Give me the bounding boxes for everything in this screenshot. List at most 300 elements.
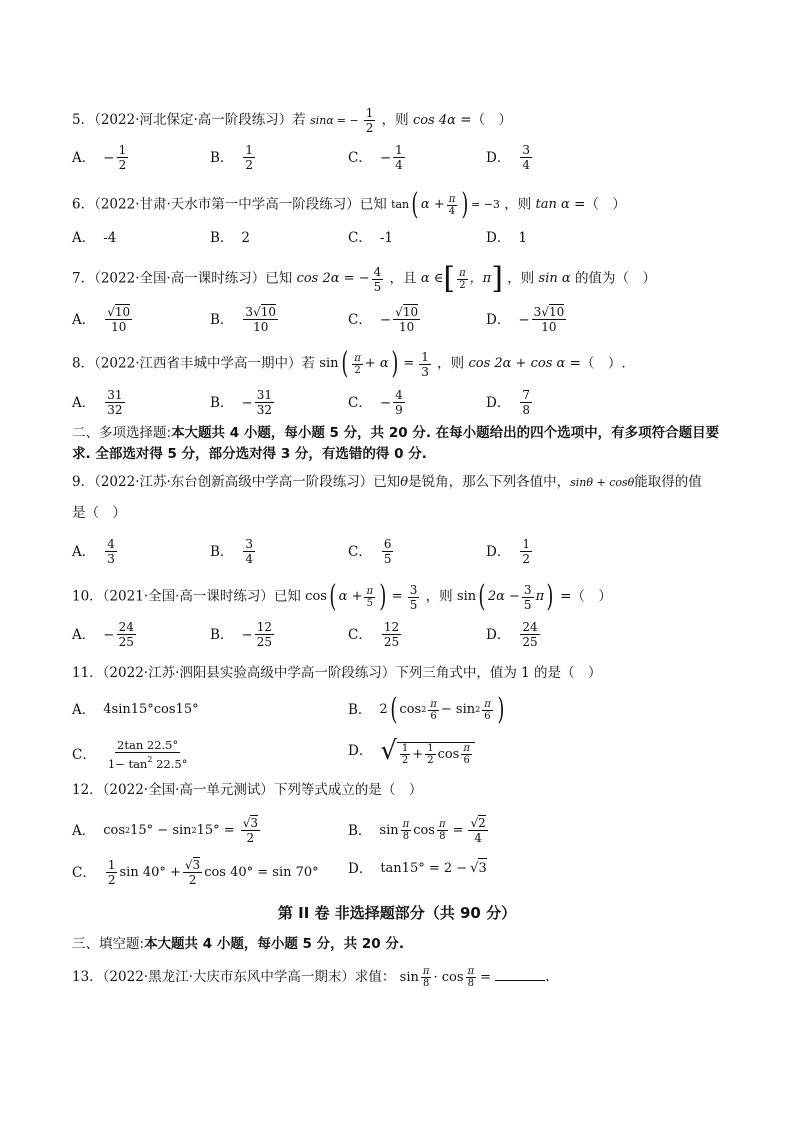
option-label: A． (72, 543, 96, 560)
q10-condition (305, 579, 421, 614)
q13-expr (400, 966, 491, 989)
q12-b-eight1: 8 (402, 831, 410, 842)
option-value: -1 (379, 230, 393, 246)
option-fraction (520, 537, 532, 566)
q10-option-a[interactable] (72, 620, 138, 649)
q6-option-c[interactable] (348, 228, 393, 248)
option-label: A． (72, 702, 96, 718)
q5-option-b[interactable] (210, 143, 257, 172)
option-numerator (243, 305, 278, 320)
q11-text: 11．（2022·江苏·泗阳县实验高级中学高一阶段练习）下列三角式中，值为 1 的是（ ） (72, 665, 602, 681)
option-fraction (117, 143, 129, 172)
q10-pi5 (364, 586, 375, 609)
q9-expr: sinθ + cosθ (570, 475, 635, 489)
option-fraction (105, 388, 124, 417)
sqrt-icon: √ (253, 305, 261, 319)
q7-pi2 (457, 268, 468, 291)
option-radicand: 10 (548, 305, 565, 319)
q13-stem (72, 966, 550, 989)
q11-d-six: 6 (463, 755, 470, 766)
q9-option-d[interactable] (486, 537, 534, 566)
q10-pi-end: π (535, 589, 545, 604)
sqrt-icon: √ (470, 816, 479, 830)
option-label: A． (72, 822, 96, 839)
q11-a-expr: 4sin15°cos15° (103, 702, 199, 717)
option-value: -4 (103, 230, 117, 246)
q11-d-under (397, 742, 475, 766)
option-numerator: 31 (107, 388, 123, 402)
option-coef: 3 (533, 305, 542, 319)
option-label: D． (348, 860, 373, 877)
option-numerator: 24 (522, 620, 538, 634)
q11-b-pi2: π (484, 698, 491, 710)
q6-source: 6．（2022·甘肃·天水市第一中学高一阶段练习）已知 (72, 196, 387, 213)
q10-t-den: 5 (523, 597, 532, 612)
q11-option-d[interactable] (348, 736, 475, 766)
option-sign: − (241, 626, 253, 643)
q5-tail: =（ ） (460, 112, 513, 128)
option-denominator: 2 (522, 552, 530, 566)
option-denominator: 25 (256, 635, 273, 649)
q8-stem (72, 346, 626, 381)
q6-option-a[interactable] (72, 228, 116, 248)
q12-c-expr (104, 858, 319, 887)
q11-b-pi: π (430, 698, 437, 710)
option-label: B． (210, 311, 234, 328)
option-label: C． (348, 230, 372, 246)
q12-b-pi8a (401, 819, 412, 842)
q13-pi8a (421, 966, 432, 989)
option-fraction (520, 388, 532, 417)
q13-pi1: π (422, 966, 430, 977)
q10-target (456, 579, 556, 614)
q9-option-c[interactable] (348, 537, 395, 566)
sqrt-icon: √ (184, 858, 193, 872)
option-fraction (105, 537, 117, 566)
q12-a-num (241, 816, 260, 831)
option-numerator: 12 (383, 620, 400, 634)
q5-expr: cos 4α (412, 112, 456, 128)
option-label: B． (210, 394, 234, 411)
option-denominator: 4 (522, 158, 530, 172)
option-value: 2 (241, 230, 251, 246)
option-label: B． (348, 702, 372, 718)
q13-pi2: π (467, 966, 475, 977)
q11-b-six: 6 (430, 710, 437, 722)
option-denominator: 10 (541, 320, 557, 334)
q12-b-pi2: π (438, 819, 446, 830)
section-2-heading (72, 423, 732, 465)
q12-c-sin: sin 40° + (119, 864, 181, 880)
q9-mid: 是锐角，那么下列各值中， (408, 474, 571, 490)
q6-lparen: ( (411, 187, 419, 222)
option-sign: − (379, 394, 392, 411)
q7-alpha-in: α ∈ (420, 271, 444, 286)
q13-eq: = (480, 969, 491, 985)
q10-tail: =（ ） (560, 588, 612, 605)
q8-pi2 (352, 353, 363, 376)
sqrt-icon: √ (107, 305, 115, 319)
q10-rparen2: ) (546, 579, 554, 614)
q11-b-expr (379, 692, 506, 727)
option-label: C． (348, 394, 372, 411)
q11-c-sq: 2 (147, 755, 153, 764)
q11-b-sq2: 2 (475, 705, 481, 714)
q12-option-c[interactable] (72, 858, 319, 887)
option-fraction (393, 388, 405, 417)
q8-tail: =（ ）. (569, 355, 626, 372)
q12-b-den: 4 (474, 831, 482, 845)
q12-option-b[interactable] (348, 816, 490, 845)
q5-condition (310, 106, 377, 135)
q7-cos2a: cos 2α = − (296, 271, 370, 286)
option-numerator: 1 (118, 143, 127, 157)
q9-option-b[interactable] (210, 537, 257, 566)
q6-pi4 (447, 194, 458, 217)
q7-lbracket: [ (443, 261, 456, 296)
q8-option-d[interactable] (486, 388, 534, 417)
q12-d-expr (380, 858, 486, 879)
q10-three-fifths (522, 583, 534, 612)
q11-b-pi6 (428, 699, 439, 722)
option-numerator: 1 (245, 143, 254, 157)
q12-a-sq2: 2 (191, 825, 197, 835)
q10-lparen: ( (329, 579, 337, 614)
q7-condition (297, 265, 386, 294)
q12-stem (72, 780, 422, 800)
q11-b-rparen: ) (497, 692, 505, 727)
option-label: D． (348, 743, 373, 759)
q10-cos: cos (305, 589, 327, 604)
q5-stem (72, 106, 512, 135)
option-denominator: 2 (118, 158, 127, 172)
q5-then: ，则 (381, 112, 409, 128)
q10-stem (72, 579, 612, 614)
q12-c-num (183, 858, 202, 873)
q10-option-b[interactable] (210, 620, 276, 649)
q11-d-h1d: 2 (401, 755, 409, 766)
q8-condition (319, 346, 433, 381)
option-numerator: 7 (522, 388, 530, 402)
q9-end: 能取得的值 (634, 474, 702, 490)
option-label: D． (486, 626, 511, 643)
option-denominator: 4 (245, 552, 254, 566)
q12-a-expr (103, 816, 262, 845)
q10-sin: sin (456, 589, 477, 604)
q12-a-den: 2 (246, 831, 255, 845)
q12-b-expr (379, 816, 489, 845)
q9-stem (72, 472, 702, 493)
option-denominator: 8 (522, 403, 530, 417)
q9-source: 9．（2022·江苏·东台创新高级中学高一阶段练习）已知 (72, 474, 401, 490)
q7-option-a[interactable] (72, 305, 134, 334)
q11-b-pi6b (482, 699, 493, 722)
q7-tail: 的值为（ ） (574, 270, 656, 287)
q12-d-text: tan15° = 2 − (380, 860, 468, 876)
q12-c-tail: cos 40° = sin 70° (204, 864, 319, 880)
option-label: D． (486, 543, 511, 560)
q12-b-eq: = (452, 822, 464, 838)
q12-c-d2: 2 (188, 873, 197, 887)
q11-c-frac (106, 738, 190, 771)
q5-source: 5．（2022·河北保定·高一阶段练习）若 (72, 112, 306, 128)
q12-c-half (106, 858, 118, 887)
q5-option-c[interactable] (348, 143, 407, 172)
q12-b-pi1: π (402, 819, 410, 830)
q6-alpha: α + (420, 197, 445, 212)
option-numerator: 1 (395, 143, 403, 157)
q7-pi: π (459, 267, 466, 279)
q13-end: . (545, 969, 550, 985)
option-numerator: 12 (256, 620, 273, 634)
q11-c-num: 2tan 22.5° (117, 738, 179, 752)
option-denominator: 4 (395, 158, 403, 172)
q12-option-d[interactable] (348, 858, 487, 879)
q10-rparen: ) (379, 579, 387, 614)
q6-four: 4 (448, 205, 456, 217)
q11-option-a[interactable] (72, 700, 199, 720)
q11-d-plus: + (412, 746, 424, 762)
q10-two-alpha: 2α − (487, 589, 520, 604)
q8-rhs-den: 3 (421, 364, 429, 379)
option-denominator: 25 (118, 635, 134, 649)
option-denominator: 32 (256, 403, 273, 417)
q5-fraction (364, 106, 376, 135)
q12-b-rad: 2 (478, 816, 486, 830)
q9-option-a[interactable] (72, 537, 119, 566)
sqrt-icon: √ (541, 305, 549, 319)
q7-pi-end: ，π (469, 271, 492, 286)
q6-pi: π (448, 193, 456, 205)
part-2-heading: 第 II 卷 非选择题部分（共 90 分） (277, 904, 517, 922)
option-label: B． (210, 230, 234, 246)
q9-line2: 是（ ） (72, 505, 126, 521)
q6-condition (391, 187, 500, 222)
q7-interval (420, 261, 503, 296)
q6-tail: =（ ） (574, 196, 626, 213)
option-numerator: 24 (118, 620, 134, 634)
q6-then: ，则 (504, 196, 532, 213)
q10-option-c[interactable] (348, 620, 403, 649)
option-label: B． (348, 822, 372, 839)
q11-option-b[interactable] (348, 692, 507, 727)
option-label: C． (348, 311, 372, 328)
sqrt-icon: √ (380, 736, 397, 766)
sqrt-icon: √ (470, 860, 479, 876)
section-2-title: 二、多项选择题: (72, 425, 172, 441)
option-numerator: 4 (107, 537, 115, 551)
q12-b-pi8b (437, 819, 448, 842)
option-label: D． (486, 311, 511, 328)
q6-eq: = −3 (470, 198, 500, 211)
option-label: B． (210, 543, 234, 560)
option-numerator: 3 (245, 537, 254, 551)
q8-option-a[interactable] (72, 388, 127, 417)
q12-b-sin: sin (379, 822, 399, 838)
option-label: D． (486, 230, 511, 246)
q7-source: 7．（2022·全国·高一课时练习）已知 (72, 270, 293, 287)
option-label: C． (72, 746, 96, 763)
option-fraction (393, 143, 405, 172)
q12-text: 12．（2022·全国·高一单元测试）下列等式成立的是（ ） (72, 782, 423, 798)
sqrt-icon: √ (242, 816, 251, 830)
q7-option-c[interactable] (348, 305, 422, 334)
option-coef: 3 (245, 305, 254, 319)
q8-lparen: ( (340, 346, 348, 381)
option-denominator: 10 (253, 320, 269, 334)
option-fraction (255, 620, 274, 649)
q5-frac-den: 2 (365, 121, 374, 135)
q12-b-frac (468, 816, 487, 845)
option-fraction (117, 620, 136, 649)
q7-rbracket: ] (491, 261, 503, 296)
option-denominator: 5 (383, 552, 392, 566)
q9-theta: θ (400, 474, 409, 490)
q6-option-b[interactable] (210, 228, 250, 248)
option-fraction (393, 305, 420, 334)
option-label: A． (72, 311, 96, 328)
q5-option-d[interactable] (486, 143, 534, 172)
q13-answer-blank[interactable] (495, 969, 545, 981)
q11-b-sq1: 2 (421, 705, 427, 714)
q7-fraction (372, 265, 384, 294)
q7-option-d[interactable] (486, 305, 568, 334)
q8-two: 2 (354, 364, 361, 376)
q13-cos: · cos (433, 969, 464, 985)
option-label: B． (210, 149, 234, 166)
option-numerator: 1 (522, 537, 530, 551)
q11-b-sin: − sin (440, 702, 476, 717)
q12-c-frac (183, 858, 202, 887)
option-radicand: 10 (114, 305, 131, 319)
q6-tan-alpha: tan α (535, 197, 570, 212)
q8-option-b[interactable] (210, 388, 276, 417)
q10-option-d[interactable] (486, 620, 542, 649)
option-label: A． (72, 394, 96, 411)
option-label: D． (486, 149, 511, 166)
q11-d-sqrt (380, 736, 475, 766)
option-fraction (382, 620, 401, 649)
q9-stem-line2 (72, 503, 126, 523)
q12-c-rad: 3 (192, 858, 201, 872)
q8-option-c[interactable] (348, 388, 407, 417)
option-label: B． (210, 626, 234, 643)
option-fraction (243, 537, 255, 566)
q11-c-den-b: 22.5° (152, 757, 188, 771)
q11-d-h2d: 2 (427, 755, 434, 766)
option-numerator: 6 (383, 537, 392, 551)
option-radicand: 10 (402, 305, 419, 319)
option-fraction (532, 305, 567, 334)
q10-then: ，则 (425, 588, 453, 605)
q5-option-a[interactable] (72, 143, 130, 172)
option-numerator (393, 305, 420, 320)
option-numerator (532, 305, 567, 320)
q6-stem (72, 187, 626, 222)
option-fraction (243, 143, 255, 172)
option-denominator: 25 (383, 635, 400, 649)
q10-alpha-plus: α + (338, 589, 363, 604)
section-2-instructions: 本大题共 4 小题，每小题 5 分，共 20 分. 在每小题给出的四个选项中，有多项符合题目要求. 全部选对得 5 分，部分选对得 3 分，有选错的得 0 分. (72, 425, 720, 462)
option-label: D． (486, 394, 511, 411)
option-sign: − (103, 626, 115, 643)
q13-sin: sin (399, 969, 419, 985)
q11-d-h2n: 1 (427, 743, 434, 754)
q11-d-pi6 (461, 743, 472, 766)
option-sign: − (379, 149, 392, 166)
option-sign: − (241, 394, 253, 411)
option-fraction (520, 620, 539, 649)
option-fraction (255, 388, 274, 417)
option-value: 1 (518, 230, 527, 246)
q10-rhs-den: 5 (409, 597, 418, 612)
q7-frac-num: 4 (373, 264, 382, 279)
option-label: C． (348, 626, 372, 643)
option-denominator: 9 (395, 403, 403, 417)
q10-t-num: 3 (523, 582, 532, 597)
q12-a-mid: 15° − sin (130, 822, 192, 838)
q10-lparen2: ( (478, 579, 486, 614)
q13-eight2: 8 (467, 978, 474, 989)
q12-a-rad: 3 (250, 816, 258, 830)
q11-option-c[interactable] (72, 738, 191, 771)
q10-eq: = (391, 589, 403, 604)
option-fraction (520, 143, 532, 172)
q7-sin-alpha: sin α (538, 271, 571, 286)
section-3-title: 三、填空题: (72, 936, 145, 952)
option-numerator: 3 (522, 143, 530, 157)
q11-b-six2: 6 (484, 710, 491, 722)
option-radicand: 10 (260, 305, 276, 319)
q11-d-pi: π (463, 743, 470, 754)
q12-d-rad: 3 (478, 858, 486, 879)
option-label: C． (348, 149, 372, 166)
q13-pi8b (466, 966, 477, 989)
q10-source: 10．（2021·全国·高一课时练习）已知 (72, 588, 301, 605)
q7-option-b[interactable] (210, 305, 280, 334)
option-label: A． (72, 149, 96, 166)
q12-option-a[interactable] (72, 816, 262, 845)
q5-sin-alpha: sinα (310, 113, 334, 127)
q11-b-lparen: ( (390, 692, 398, 727)
option-label: A． (72, 626, 96, 643)
option-fraction (382, 537, 394, 566)
option-numerator (105, 305, 132, 320)
option-denominator: 10 (398, 320, 415, 334)
q12-c-n1: 1 (107, 858, 116, 872)
q12-a-eq: 15° = (196, 822, 235, 838)
q6-option-d[interactable] (486, 228, 527, 248)
q12-b-cos: cos (413, 822, 435, 838)
q12-a-cos: cos (103, 822, 126, 838)
q12-b-num (468, 816, 487, 831)
option-label: A． (72, 230, 96, 246)
option-denominator: 3 (107, 552, 115, 566)
q11-d-half2 (425, 743, 435, 766)
q11-c-den (106, 753, 190, 771)
q10-pi: π (366, 585, 374, 597)
q8-pi: π (354, 352, 361, 364)
q12-a-sq1: 2 (125, 825, 131, 835)
option-fraction (105, 305, 132, 334)
option-denominator: 2 (245, 158, 254, 172)
option-label: C． (348, 543, 372, 560)
q7-two: 2 (459, 279, 466, 291)
q12-c-d1: 2 (107, 873, 116, 887)
q8-rparen: ) (390, 346, 398, 381)
q7-stem (72, 261, 656, 296)
q10-five: 5 (366, 597, 373, 609)
